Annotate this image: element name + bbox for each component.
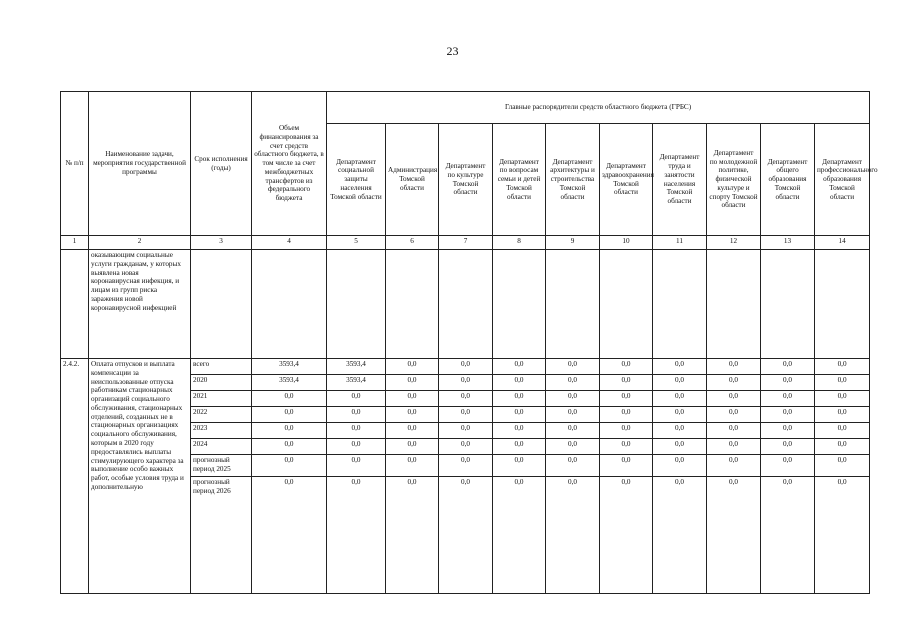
row-value-grbs-9: 0,0	[761, 455, 815, 477]
row-value-grbs-6: 0,0	[600, 375, 653, 391]
cont-num	[61, 250, 89, 359]
row-value-grbs-3: 0,0	[439, 407, 493, 423]
row-value-grbs-3: 0,0	[439, 391, 493, 407]
row-value-grbs-5: 0,0	[546, 455, 600, 477]
column-number: 8	[493, 236, 546, 250]
row-value-grbs-6: 0,0	[600, 407, 653, 423]
row-volume: 0,0	[252, 439, 327, 455]
row-value-grbs-8: 0,0	[707, 391, 761, 407]
row-value-grbs-3: 0,0	[439, 423, 493, 439]
row-value-grbs-5: 0,0	[546, 407, 600, 423]
row-value-grbs-8: 0,0	[707, 455, 761, 477]
column-number: 13	[761, 236, 815, 250]
row-volume: 0,0	[252, 407, 327, 423]
row-value-grbs-2: 0,0	[386, 423, 439, 439]
header-grbs-3: Департамент по культуре Томской области	[439, 124, 493, 236]
row-value-grbs-7: 0,0	[653, 359, 707, 375]
row-value-grbs-9: 0,0	[761, 439, 815, 455]
header-col-volume: Объем финансирования за счет средств областного бюджета, в том числе за счет межбюджетных трансфертов из федерального бюджета	[252, 92, 327, 236]
row-value-grbs-1: 0,0	[327, 439, 386, 455]
row-period: прогнозный период 2025	[191, 455, 252, 477]
row-period: 2024	[191, 439, 252, 455]
row-value-grbs-2: 0,0	[386, 391, 439, 407]
row-value-grbs-5: 0,0	[546, 477, 600, 594]
row-value-grbs-9: 0,0	[761, 375, 815, 391]
row-value-grbs-8: 0,0	[707, 359, 761, 375]
header-grbs-5: Департамент архитектуры и строительства Томской области	[546, 124, 600, 236]
row-value-grbs-10: 0,0	[815, 477, 870, 594]
row-value-grbs-7: 0,0	[653, 391, 707, 407]
row-value-grbs-6: 0,0	[600, 439, 653, 455]
row-value-grbs-3: 0,0	[439, 455, 493, 477]
row-value-grbs-6: 0,0	[600, 477, 653, 594]
row-value-grbs-1: 0,0	[327, 423, 386, 439]
row-value-grbs-9: 0,0	[761, 407, 815, 423]
row-value-grbs-4: 0,0	[493, 407, 546, 423]
row-period: 2020	[191, 375, 252, 391]
row-value-grbs-5: 0,0	[546, 359, 600, 375]
row-value-grbs-5: 0,0	[546, 391, 600, 407]
header-col-num: № п/п	[61, 92, 89, 236]
row-value-grbs-10: 0,0	[815, 455, 870, 477]
column-number: 6	[386, 236, 439, 250]
row-value-grbs-7: 0,0	[653, 407, 707, 423]
row-value-grbs-1: 3593,4	[327, 375, 386, 391]
row-value-grbs-4: 0,0	[493, 439, 546, 455]
row-value-grbs-6: 0,0	[600, 359, 653, 375]
header-col-name: Наименование задачи, мероприятия государственной программы	[89, 92, 191, 236]
row-value-grbs-10: 0,0	[815, 359, 870, 375]
row-value-grbs-4: 0,0	[493, 423, 546, 439]
row-value-grbs-5: 0,0	[546, 439, 600, 455]
row-value-grbs-5: 0,0	[546, 423, 600, 439]
row-value-grbs-8: 0,0	[707, 407, 761, 423]
header-grbs-7: Департамент труда и занятости населения Томской области	[653, 124, 707, 236]
header-grbs-10: Департамент профессионального образования Томской области	[815, 124, 870, 236]
row-value-grbs-7: 0,0	[653, 477, 707, 594]
row-volume: 0,0	[252, 477, 327, 594]
row-value-grbs-3: 0,0	[439, 477, 493, 594]
row-value-grbs-6: 0,0	[600, 455, 653, 477]
row-value-grbs-5: 0,0	[546, 375, 600, 391]
column-number: 5	[327, 236, 386, 250]
row-volume: 3593,4	[252, 375, 327, 391]
row-value-grbs-9: 0,0	[761, 391, 815, 407]
row-value-grbs-4: 0,0	[493, 391, 546, 407]
row-value-grbs-10: 0,0	[815, 439, 870, 455]
row-value-grbs-7: 0,0	[653, 423, 707, 439]
header-grbs-8: Департамент по молодежной политике, физической культуре и спорту Томской области	[707, 124, 761, 236]
row-value-grbs-8: 0,0	[707, 375, 761, 391]
column-number: 12	[707, 236, 761, 250]
row-value-grbs-1: 3593,4	[327, 359, 386, 375]
row-value-grbs-8: 0,0	[707, 439, 761, 455]
row-value-grbs-6: 0,0	[600, 391, 653, 407]
row-value-grbs-7: 0,0	[653, 455, 707, 477]
column-number: 7	[439, 236, 493, 250]
row-value-grbs-10: 0,0	[815, 407, 870, 423]
row-period: прогнозный период 2026	[191, 477, 252, 594]
continuation-text: оказывающим социальные услуги гражданам, у которых выявлена новая коронавирусная инфекция, и лицам из групп риска заражения новой коронавирусной инфекцией	[89, 250, 191, 359]
column-number: 9	[546, 236, 600, 250]
row-value-grbs-3: 0,0	[439, 375, 493, 391]
header-grbs-group: Главные распорядители средств областного бюджета (ГРБС)	[327, 92, 870, 124]
row-value-grbs-1: 0,0	[327, 455, 386, 477]
row-value-grbs-4: 0,0	[493, 477, 546, 594]
row-volume: 3593,4	[252, 359, 327, 375]
column-number: 10	[600, 236, 653, 250]
row-value-grbs-8: 0,0	[707, 423, 761, 439]
row-value-grbs-4: 0,0	[493, 455, 546, 477]
row-value-grbs-2: 0,0	[386, 407, 439, 423]
row-period: всего	[191, 359, 252, 375]
column-number: 3	[191, 236, 252, 250]
row-value-grbs-6: 0,0	[600, 423, 653, 439]
row-value-grbs-10: 0,0	[815, 391, 870, 407]
row-value-grbs-1: 0,0	[327, 477, 386, 594]
row-value-grbs-4: 0,0	[493, 359, 546, 375]
page-number: 23	[446, 44, 459, 58]
column-number: 2	[89, 236, 191, 250]
row-value-grbs-7: 0,0	[653, 375, 707, 391]
row-value-grbs-2: 0,0	[386, 455, 439, 477]
row-volume: 0,0	[252, 391, 327, 407]
item-number: 2.4.2.	[61, 359, 89, 594]
row-value-grbs-2: 0,0	[386, 477, 439, 594]
row-value-grbs-3: 0,0	[439, 439, 493, 455]
item-name: Оплата отпусков и выплата компенсации за неиспользованные отпуска работникам стационарных организаций социального обслуживания, стационарных отделений, созданных не в стационарных организациях социального обслуживания, которым в 2020 году предоставлялись выплаты стимулирующего характера за выполнение особо важных работ, особые условия труда и дополнительную	[89, 359, 191, 594]
row-period: 2023	[191, 423, 252, 439]
column-number: 11	[653, 236, 707, 250]
header-grbs-4: Департамент по вопросам семьи и детей Томской области	[493, 124, 546, 236]
header-grbs-1: Департамент социальной защиты населения Томской области	[327, 124, 386, 236]
row-value-grbs-9: 0,0	[761, 423, 815, 439]
row-value-grbs-2: 0,0	[386, 439, 439, 455]
table-row	[61, 359, 870, 375]
row-volume: 0,0	[252, 423, 327, 439]
column-number: 4	[252, 236, 327, 250]
row-value-grbs-7: 0,0	[653, 439, 707, 455]
row-value-grbs-2: 0,0	[386, 375, 439, 391]
header-grbs-6: Департамент здравоохранения Томской области	[600, 124, 653, 236]
row-period: 2021	[191, 391, 252, 407]
row-value-grbs-9: 0,0	[761, 477, 815, 594]
budget-table	[60, 91, 878, 594]
header-grbs-2: Администрация Томской области	[386, 124, 439, 236]
row-period: 2022	[191, 407, 252, 423]
row-value-grbs-4: 0,0	[493, 375, 546, 391]
row-value-grbs-3: 0,0	[439, 359, 493, 375]
row-value-grbs-1: 0,0	[327, 407, 386, 423]
column-number: 14	[815, 236, 870, 250]
row-value-grbs-10: 0,0	[815, 423, 870, 439]
header-grbs-9: Департамент общего образования Томской области	[761, 124, 815, 236]
column-number: 1	[61, 236, 89, 250]
row-value-grbs-9: 0,0	[761, 359, 815, 375]
row-value-grbs-8: 0,0	[707, 477, 761, 594]
row-value-grbs-2: 0,0	[386, 359, 439, 375]
row-value-grbs-10: 0,0	[815, 375, 870, 391]
row-volume: 0,0	[252, 455, 327, 477]
header-col-period: Срок исполнения (годы)	[191, 92, 252, 236]
row-value-grbs-1: 0,0	[327, 391, 386, 407]
